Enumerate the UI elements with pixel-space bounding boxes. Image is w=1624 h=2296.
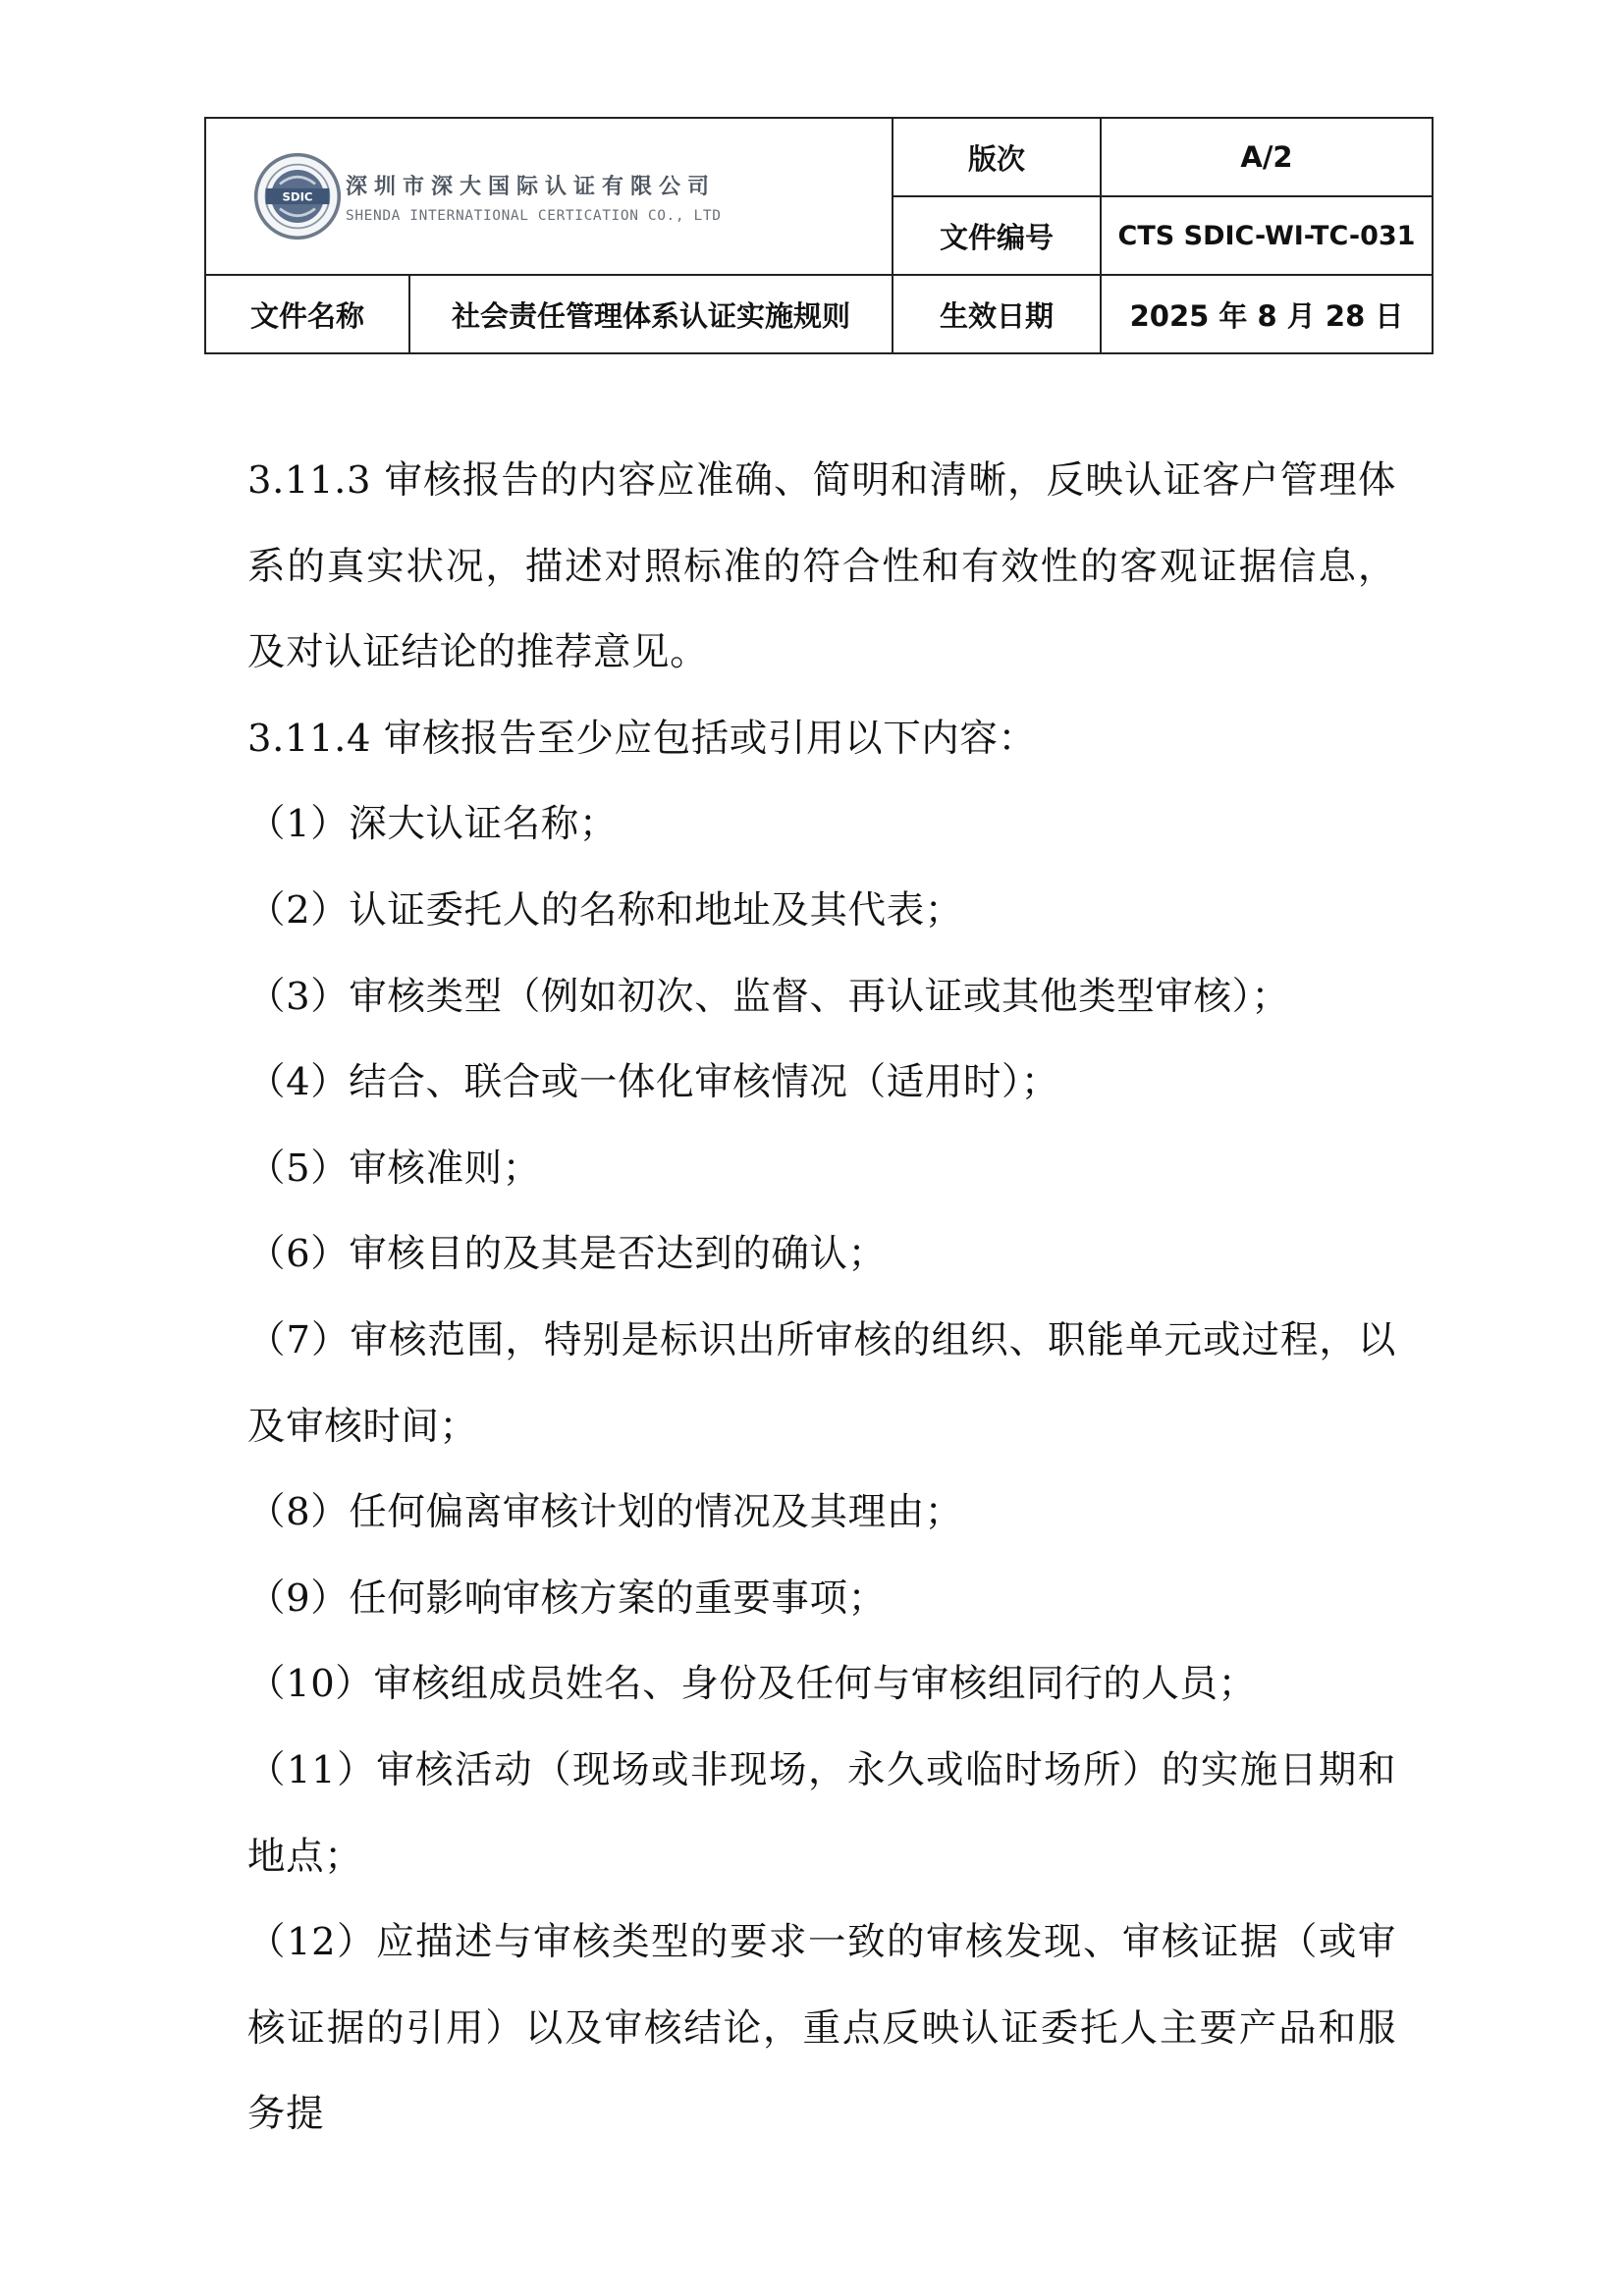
effective-date-value: 2025 年 8 月 28 日 [1129, 298, 1404, 333]
company-logo [206, 119, 893, 274]
version-value: A/2 [1240, 140, 1293, 174]
company-seal-icon [253, 152, 342, 240]
list-item: （10）审核组成员姓名、身份及任何与审核组同行的人员； [247, 1662, 1257, 1707]
company-name-cn: 深圳市深大国际认证有限公司 [346, 174, 717, 199]
company-name-en: SHENDA INTERNATIONAL CERTICATION CO., LTD [346, 207, 722, 224]
doc-number-label: 文件编号 [939, 220, 1054, 254]
clause-3-11-4: 3.11.4 审核报告至少应包括或引用以下内容： [247, 716, 1037, 761]
list-item: （12）应描述与审核类型的要求一致的审核发现、审核证据（或审核证据的引用）以及审核结论，重点反映认证委托人主要产品和服务提 [247, 1920, 1396, 2137]
list-item: （3）审核类型（例如初次、监督、再认证或其他类型审核）； [247, 974, 1290, 1019]
doc-name-value: 社会责任管理体系认证实施规则 [451, 298, 850, 333]
list-item: （6）审核目的及其是否达到的确认； [247, 1232, 887, 1277]
list-item: （5）审核准则； [247, 1146, 541, 1191]
svg-text:SDIC: SDIC [282, 189, 313, 204]
document-header-table [204, 117, 1434, 354]
list-item: （2）认证委托人的名称和地址及其代表； [247, 887, 963, 933]
list-item: （11）审核活动（现场或非现场，永久或临时场所）的实施日期和地点； [247, 1747, 1396, 1879]
list-item: （7）审核范围，特别是标识出所审核的组织、职能单元或过程，以及审核时间； [247, 1317, 1396, 1449]
list-item: （4）结合、联合或一体化审核情况（适用时）； [247, 1060, 1059, 1105]
list-item: （8）任何偏离审核计划的情况及其理由； [247, 1490, 963, 1535]
effective-date-label: 生效日期 [939, 298, 1054, 333]
clause-3-11-3: 3.11.3 审核报告的内容应准确、简明和清晰，反映认证客户管理体系的真实状况，描述对照标准的符合性和有效性的客观证据信息，及对认证结论的推荐意见。 [247, 458, 1396, 675]
doc-name-label: 文件名称 [249, 298, 364, 333]
version-label: 版次 [967, 141, 1025, 176]
document-body [247, 438, 1396, 2158]
doc-number-value: CTS SDIC-WI-TC-031 [1117, 220, 1416, 251]
list-item: （1）深大认证名称； [247, 802, 618, 847]
list-item: （9）任何影响审核方案的重要事项； [247, 1575, 887, 1621]
